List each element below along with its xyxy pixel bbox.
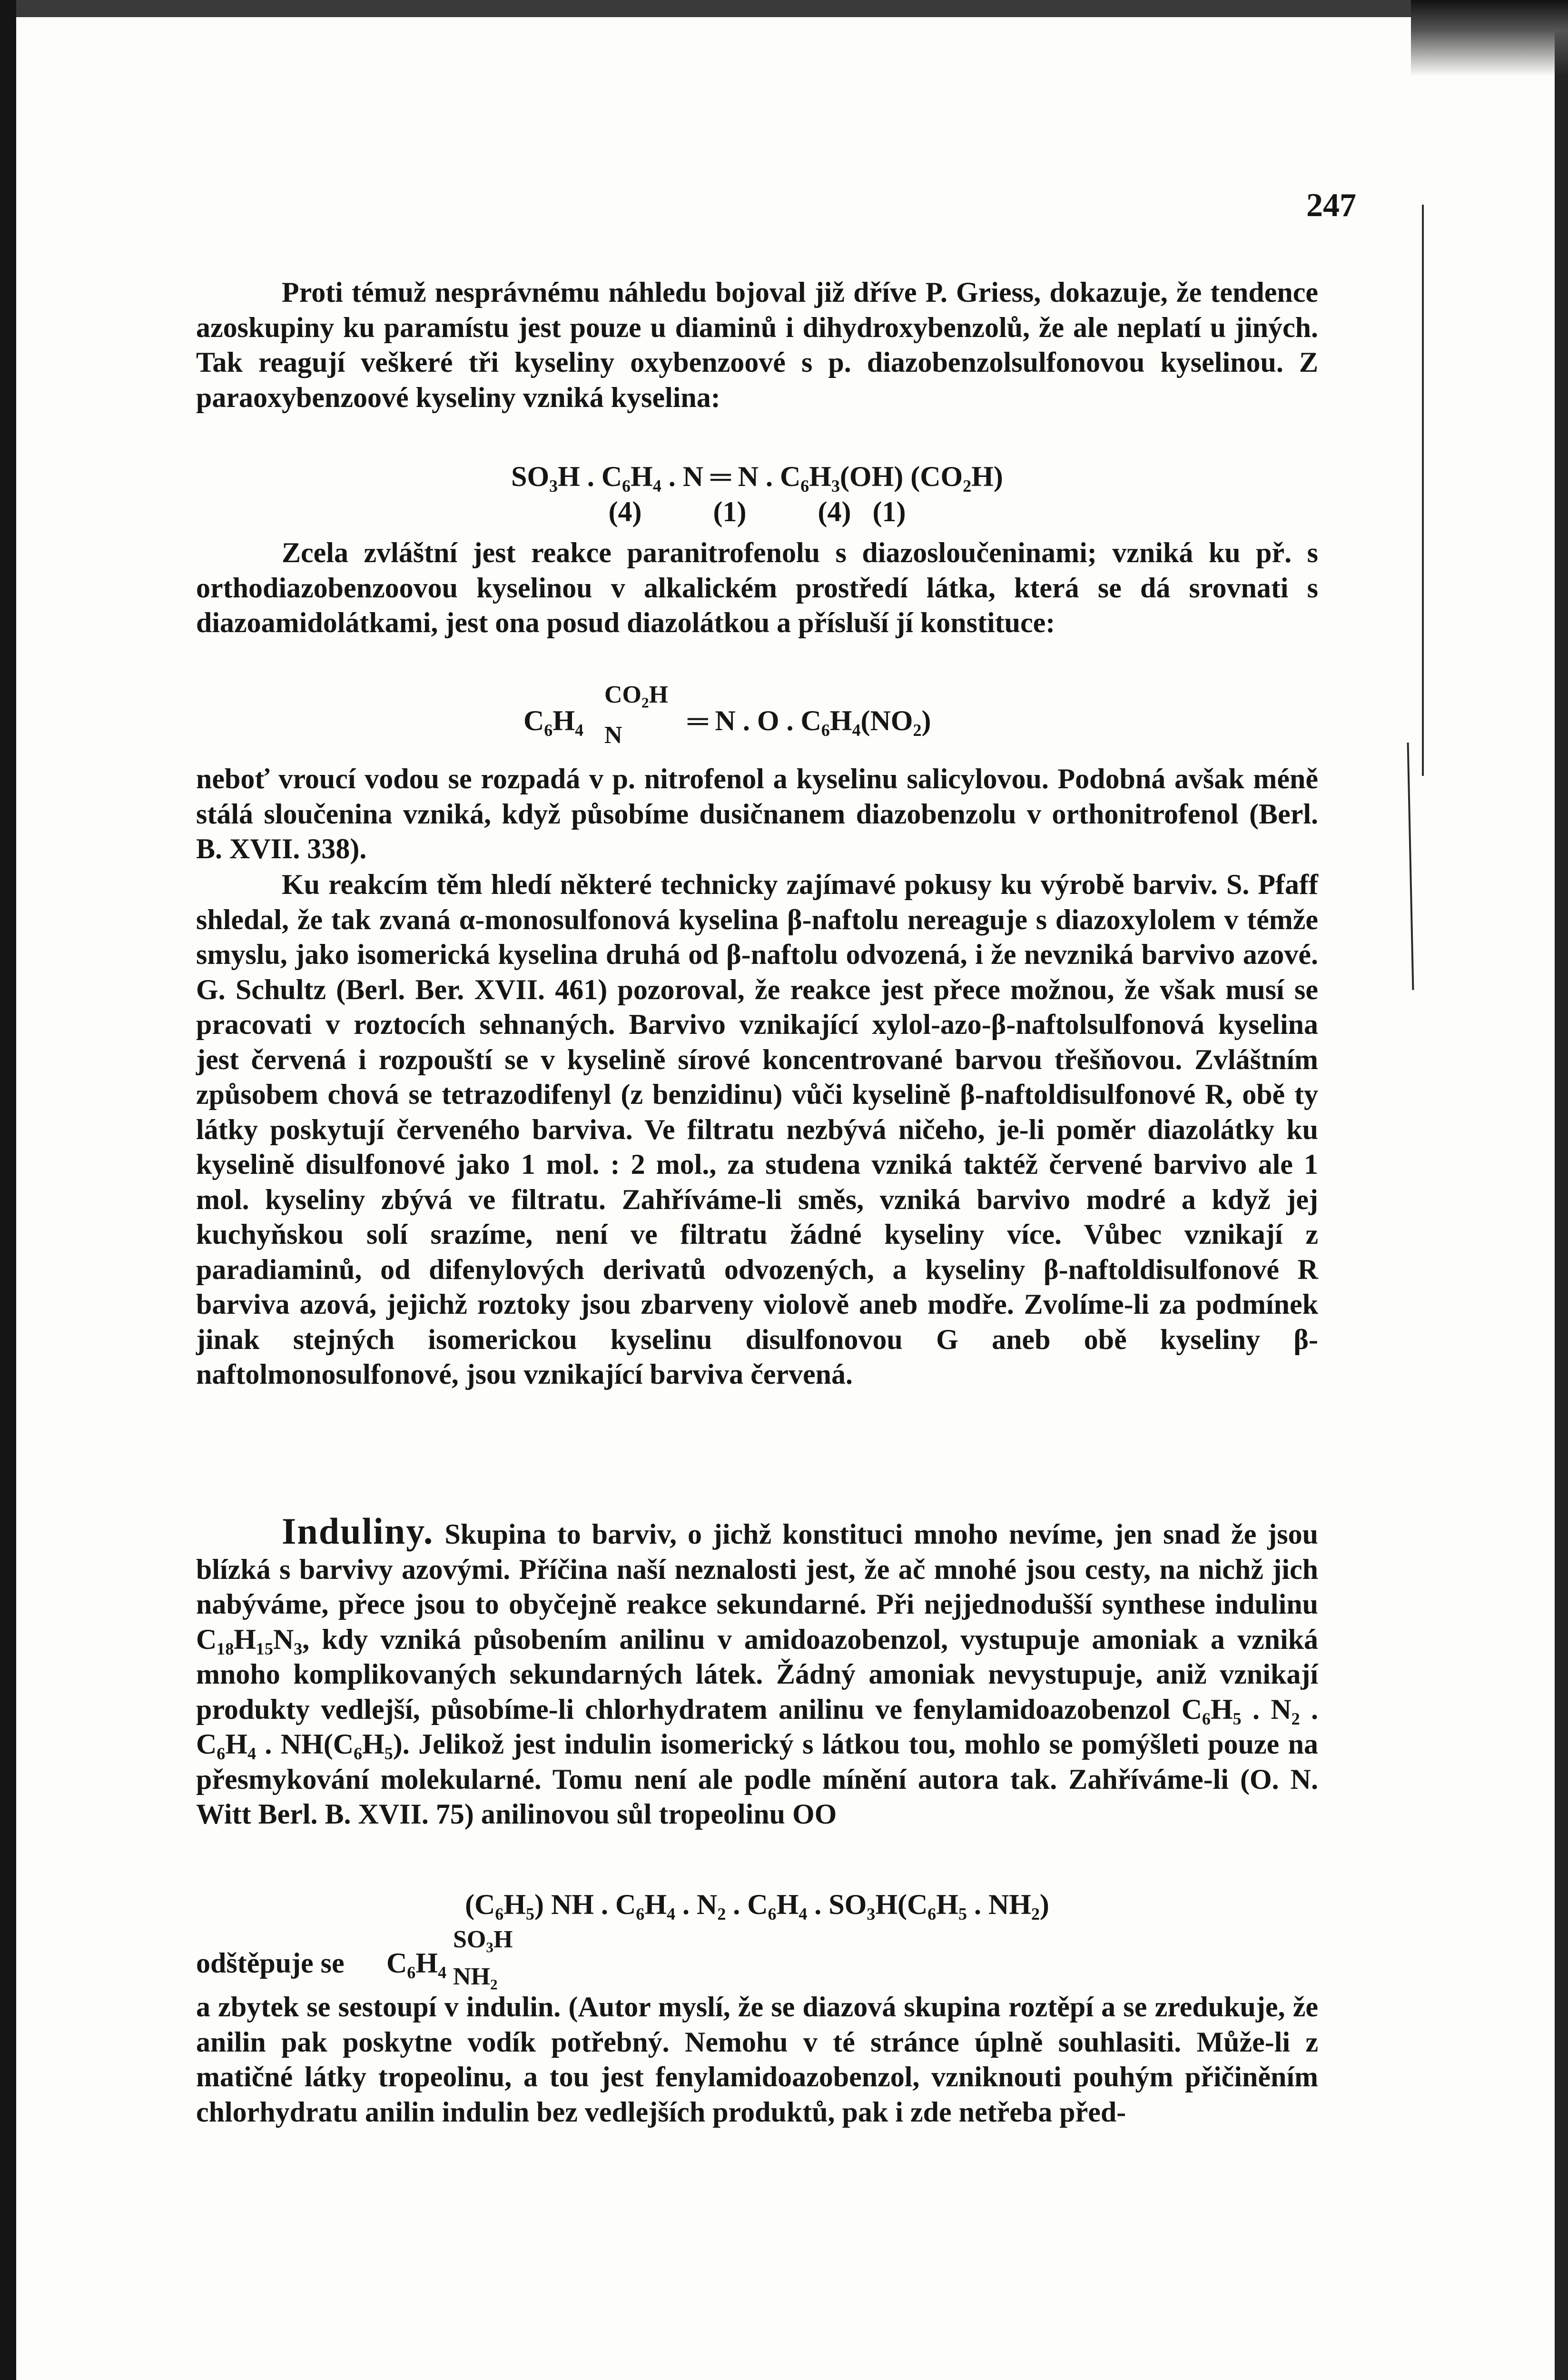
formula-4-base: C₆H₄ (386, 1947, 446, 1979)
paragraph-griess (196, 275, 1318, 415)
paragraph-barviva (196, 867, 1318, 1392)
formula-2-upper: CO₂H (604, 681, 669, 708)
formula-3-main: (C₆H₅) NH . C₆H₄ . N₂ . C₆H₄ . SO₃H(C₆H₅ . NH₂) (465, 1889, 1049, 1920)
scan-border-top (0, 0, 1568, 17)
paragraph-text: a zbytek se sestoupí v indulin. (Autor myslí, že se diazová skupina roztěpí a se zredukuje, že anilin pak poskytne vodík potřebný. Nemohu v té stránce úplně souhlasiti. Může-li z matičné látky tropeolinu, a tou jest fenylamidoazobenzol, vzniknouti pouhým přičiněním chlorhydratu anilin indulin bez vedlejších produktů, pak i zde netřeba před- (196, 1991, 1318, 2128)
paragraph-rozpad (196, 762, 1318, 867)
scan-border-left (0, 0, 16, 2380)
scan-shadow-corner (1411, 0, 1568, 76)
formula-4-upper: SO₃H (453, 1926, 513, 1953)
formula-1 (196, 459, 1318, 529)
formula-2 (523, 676, 1047, 752)
margin-line-lower (1407, 743, 1414, 990)
formula-2-base: C₆H₄ (523, 705, 583, 736)
paragraph-text: Skupina to barviv, o jichž konstituci mnoho nevíme, jen snad že jsou blízká s barvivy azovými. Příčina naší neznalosti jest, že ač mnohé jsou cesty, na nichž jich nabýváme, přece jsou to obyčejně reakce sekundarné. Při nejjednodušší synthese indulinu C₁₈H₁₅N₃, kdy vzniká působením anilinu v amidoazobenzol, vystupuje amoniak a vzniká mnoho komplikovaných sekundarných látek. Žádný amoniak nevystupuje, aniž vznikají produkty vedlejší, působíme-li chlorhydratem anilinu ve fenylamidoazobenzol C₆H₅ . N₂ . C₆H₄ . NH(C₆H₅). Jelikož jest indulin isomerický s látkou tou, mohlo se pomýšleti pouze na přesmykování molekularné. Tomu není ale podle mínění autora tak. Zahříváme-li (O. N. Witt Berl. B. XVII. 75) anilinovou sůl tropeolinu OO (196, 1518, 1318, 1830)
formula-4-lower: NH₂ (453, 1963, 498, 1990)
formula-1-main: SO₃H . C₆H₄ . N ═ N . C₆H₃(OH) (CO₂H) (511, 461, 1003, 492)
formula-4-line (196, 1921, 767, 1992)
formula-2-lower: N (604, 722, 622, 749)
paragraph-autor (196, 1990, 1318, 2130)
scan-border-right (1555, 0, 1568, 2380)
formula-3 (196, 1887, 1318, 1923)
margin-line-upper (1422, 205, 1424, 776)
paragraph-text: neboť vroucí vodou se rozpadá v p. nitrofenol a kyselinu salicylovou. Podobná avšak méně stálá sloučenina vzniká, když působíme dusičnanem diazobenzolu v orthonitrofenol (Berl. B. XVII. 338). (196, 763, 1318, 864)
paragraph-text: Proti témuž nesprávnému náhledu bojoval již dříve P. Griess, dokazuje, že tendence azoskupiny ku paramístu jest pouze u diaminů i dihydroxybenzolů, že ale neplatí u jiných. Tak reagují veškeré tři kyseliny oxybenzoové s p. diazobenzolsulfonovou kyselinou. Z paraoxybenzoové kyseliny vzniká kyselina: (196, 277, 1318, 413)
paragraph-induliny (196, 1510, 1318, 1832)
formula-1-positions: (4) (1) (4) (1) (608, 496, 906, 527)
paragraph-paranitrofenol (196, 536, 1318, 641)
paragraph-lead: odštěpuje se (196, 1947, 345, 1979)
paragraph-text: Ku reakcím těm hledí některé technicky zajímavé pokusy ku výrobě barviv. S. Pfaff shledal, že tak zvaná α-monosulfonová kyselina β-naftolu nereaguje s diazoxylolem v témže smyslu, jako isomerická kyselina druhá od β-naftolu odvozená, i že nevzniká barvivo azové. G. Schultz (Berl. Ber. XVII. 461) pozoroval, že reakce jest přece možnou, že však musí se pracovati v roztocích sehnaných. Barvivo vznikající xylol-azo-β-naftolsulfonová kyselina jest červená i rozpouští se v kyselině sírové koncentrované barvou třešňovou. Zvláštním způsobem chová se tetrazodifenyl (z benzidinu) vůči kyselině β-naftoldisulfonové R, obě ty látky poskytují červeného barviva. Ve filtratu nezbývá ničeho, je-li poměr diazolátky ku kyselině disulfonové jako 1 mol. : 2 mol., za studena vzniká taktéž červené barvivo ale 1 mol. kyseliny zbývá ve filtratu. Zahříváme-li směs, vzniká barvivo modré a když jej kuchyňskou solí srazíme, není ve filtratu žádné kyseliny více. Vůbec vznikají z paradiaminů, od difenylových derivatů odvozených, a kyseliny β-naftoldisulfonové R barviva azová, jejichž roztoky jsou zbarveny violově aneb modře. Zvolíme-li za podmínek jinak stejných isomerickou kyselinu disulfonovou G aneb obě kyseliny β-naftolmonosulfonové, jsou vznikající barviva červená. (196, 869, 1318, 1390)
page-number: 247 (1306, 187, 1356, 224)
formula-2-rest: ═ N . O . C₆H₄(NO₂) (680, 705, 931, 736)
section-heading: Induliny. (282, 1510, 434, 1552)
paragraph-text: Zcela zvláštní jest reakce paranitrofenolu s diazosloučeninami; vzniká ku př. s orthodiazobenzoovou kyselinou v alkalickém prostředí látka, která se dá srovnati s diazoamidolátkami, jest ona posud diazolátkou a přísluší jí konstituce: (196, 537, 1318, 638)
